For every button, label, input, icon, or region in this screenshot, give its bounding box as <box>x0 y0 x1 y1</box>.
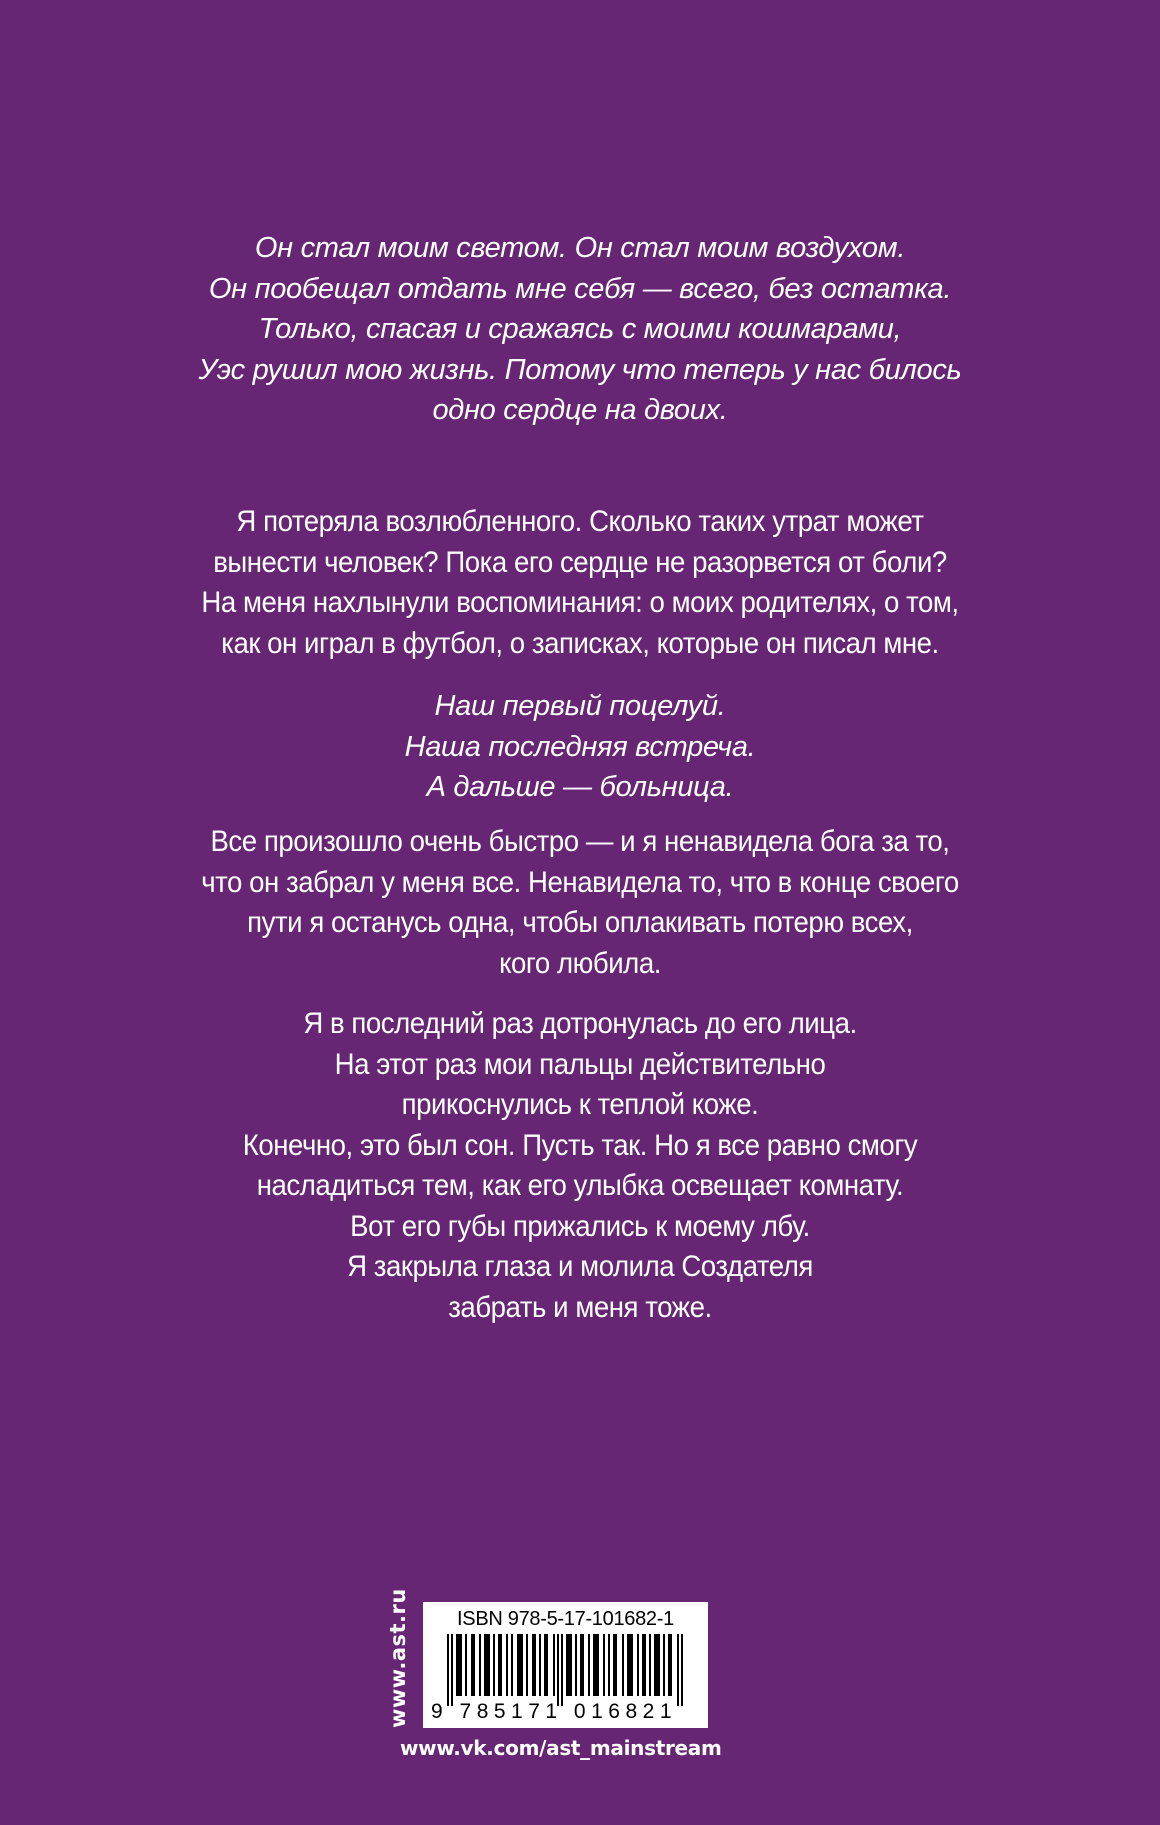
quote-line: одно сердце на двоих. <box>432 394 728 426</box>
isbn-label: ISBN 978-5-17-101682-1 <box>457 1608 674 1630</box>
text-line: пути я останусь одна, чтобы оплакивать потерю всех, <box>247 906 913 939</box>
barcode-bars-icon <box>437 1634 695 1706</box>
quote-line: Только, спасая и сражаясь с моими кошмарами, <box>258 313 902 345</box>
text-line: На меня нахлынули воспоминания: о моих родителях, о том, <box>201 586 959 619</box>
isbn-barcode <box>423 1602 708 1728</box>
text-line: Я потеряла возлюбленного. Сколько таких утрат может <box>236 505 924 538</box>
text-line: Все произошло очень быстро — и я ненавидела бога за то, <box>210 825 950 858</box>
vk-link[interactable]: www.vk.com/ast_mainstream <box>400 1736 722 1760</box>
quote-top <box>0 228 1160 431</box>
quote-line: Он стал моим светом. Он стал моим воздухом. <box>254 232 906 264</box>
text-line: Я закрыла глаза и молила Создателя <box>347 1250 813 1283</box>
publisher-site-vertical: www.ast.ru <box>386 1588 410 1728</box>
text-line: Вот его губы прижались к моему лбу. <box>350 1209 810 1243</box>
ean-digits: 9 785171 016821 <box>431 1700 677 1723</box>
text-line: На этот раз мои пальцы действительно <box>334 1047 826 1081</box>
quote-line: А дальше — больница. <box>426 771 734 803</box>
text-line: прикоснулись к теплой коже. <box>401 1088 759 1121</box>
quote-line: Он пообещал отдать мне себя — всего, без остатка. <box>208 272 952 305</box>
text-line: вынести человек? Пока его сердце не разорвется от боли? <box>213 545 947 579</box>
paragraph-1 <box>0 502 1160 664</box>
text-line: кого любила. <box>499 946 661 980</box>
text-line: Я в последний раз дотронулась до его лица. <box>303 1007 857 1040</box>
paragraph-2 <box>0 822 1160 984</box>
text-line: забрать и меня тоже. <box>448 1290 712 1324</box>
text-line: что он забрал у меня все. Ненавидела то, что в конце своего <box>201 865 959 899</box>
text-line: как он играл в футбол, о записках, которые он писал мне. <box>221 626 939 660</box>
quote-line: Наша последняя встреча. <box>404 730 756 763</box>
quote-line: Уэс рушил мою жизнь. Потому что теперь у нас билось <box>198 353 962 386</box>
text-line: Конечно, это был сон. Пусть так. Но я все равно смогу <box>242 1128 918 1162</box>
paragraph-3 <box>0 1004 1160 1328</box>
quote-line: Наш первый поцелуй. <box>434 690 726 722</box>
quote-middle <box>0 686 1160 808</box>
text-line: насладиться тем, как его улыбка освещает комнату. <box>256 1169 904 1202</box>
